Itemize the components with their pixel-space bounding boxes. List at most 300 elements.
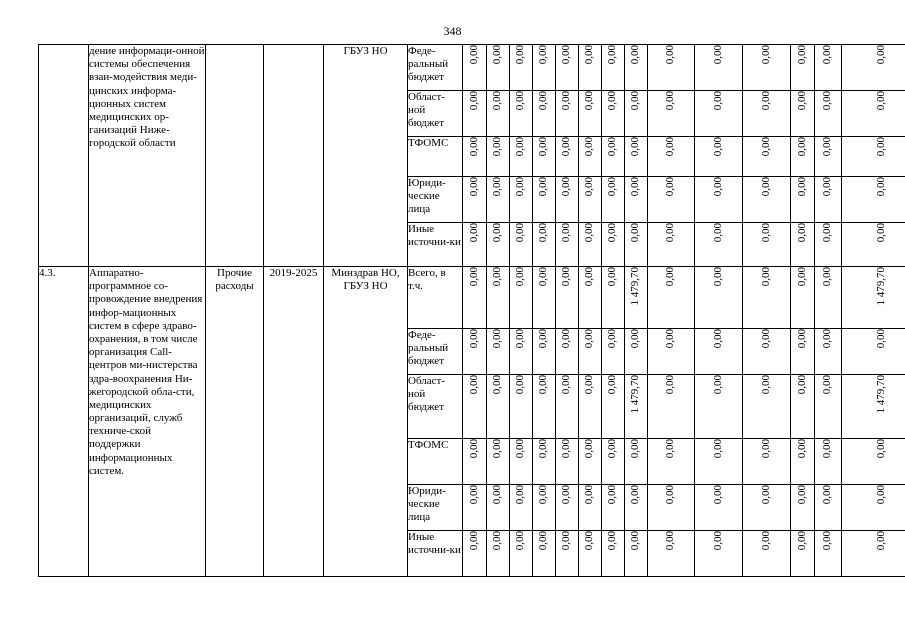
amount-cell — [648, 439, 695, 485]
amount-value: 0,00 — [795, 45, 808, 65]
amount-value: 0,00 — [514, 223, 527, 243]
amount-value: 0,00 — [874, 137, 887, 157]
amount-value: 0,00 — [537, 439, 550, 459]
amount-cell — [602, 137, 625, 177]
amount-cell — [791, 267, 815, 329]
amount-cell — [743, 137, 791, 177]
amount-value: 0,00 — [821, 91, 834, 111]
amount-value: 0,00 — [583, 91, 596, 111]
amount-cell — [791, 45, 815, 91]
amount-cell — [510, 223, 533, 267]
amount-value: 0,00 — [821, 177, 834, 197]
amount-cell — [648, 329, 695, 375]
amount-value: 0,00 — [795, 439, 808, 459]
amount-value: 0,00 — [759, 375, 772, 395]
amount-value: 0,00 — [606, 137, 619, 157]
amount-cell — [556, 223, 579, 267]
amount-value: 0,00 — [664, 439, 677, 459]
amount-cell — [579, 177, 602, 223]
amount-value: 0,00 — [467, 177, 480, 197]
amount-cell — [743, 223, 791, 267]
amount-cell — [695, 91, 743, 137]
amount-value: 0,00 — [874, 531, 887, 551]
amount-cell — [556, 485, 579, 531]
amount-cell — [842, 375, 905, 439]
amount-value: 0,00 — [759, 329, 772, 349]
amount-cell — [602, 375, 625, 439]
amount-value: 0,00 — [795, 223, 808, 243]
amount-value: 0,00 — [560, 375, 573, 395]
amount-cell — [533, 223, 556, 267]
amount-value: 0,00 — [795, 267, 808, 287]
amount-cell — [533, 439, 556, 485]
amount-cell — [487, 531, 510, 577]
amount-value: 0,00 — [583, 485, 596, 505]
amount-value: 0,00 — [491, 223, 504, 243]
amount-value: 0,00 — [537, 91, 550, 111]
amount-cell — [648, 267, 695, 329]
amount-value: 0,00 — [583, 375, 596, 395]
amount-value: 0,00 — [560, 177, 573, 197]
amount-value: 1 479,70 — [629, 267, 642, 306]
amount-cell — [510, 137, 533, 177]
funding-source: Феде-ральный бюджет — [408, 329, 463, 375]
amount-value: 0,00 — [491, 45, 504, 65]
amount-cell — [487, 177, 510, 223]
amount-value: 0,00 — [629, 439, 642, 459]
amount-value: 0,00 — [537, 137, 550, 157]
funding-source: Област-ной бюджет — [408, 91, 463, 137]
amount-value: 0,00 — [711, 329, 724, 349]
amount-cell — [791, 329, 815, 375]
funding-source: Област-ной бюджет — [408, 375, 463, 439]
amount-value: 0,00 — [514, 531, 527, 551]
amount-value: 0,00 — [467, 91, 480, 111]
amount-cell — [602, 45, 625, 91]
funding-source: Феде-ральный бюджет — [408, 45, 463, 91]
amount-cell — [743, 485, 791, 531]
period: 2019-2025 — [264, 267, 324, 577]
amount-cell — [487, 223, 510, 267]
amount-cell — [648, 45, 695, 91]
amount-cell — [791, 485, 815, 531]
amount-value: 1 479,70 — [874, 375, 887, 414]
amount-value: 0,00 — [664, 91, 677, 111]
amount-value: 0,00 — [606, 329, 619, 349]
amount-value: 0,00 — [560, 91, 573, 111]
amount-value: 0,00 — [874, 223, 887, 243]
amount-value: 0,00 — [606, 485, 619, 505]
amount-value: 0,00 — [795, 531, 808, 551]
amount-cell — [463, 485, 487, 531]
amount-cell — [556, 45, 579, 91]
amount-value: 0,00 — [467, 531, 480, 551]
amount-cell — [510, 439, 533, 485]
amount-cell — [815, 485, 842, 531]
amount-value: 0,00 — [491, 485, 504, 505]
amount-value: 0,00 — [606, 375, 619, 395]
amount-cell — [791, 91, 815, 137]
amount-cell — [533, 177, 556, 223]
amount-value: 0,00 — [629, 531, 642, 551]
amount-value: 0,00 — [874, 45, 887, 65]
amount-value: 0,00 — [664, 223, 677, 243]
amount-cell — [602, 223, 625, 267]
amount-cell — [625, 439, 648, 485]
amount-value: 0,00 — [537, 223, 550, 243]
amount-cell — [842, 531, 905, 577]
amount-value: 0,00 — [583, 329, 596, 349]
amount-cell — [579, 45, 602, 91]
amount-value: 0,00 — [583, 177, 596, 197]
amount-cell — [625, 91, 648, 137]
amount-value: 0,00 — [560, 137, 573, 157]
amount-cell — [463, 329, 487, 375]
amount-cell — [648, 485, 695, 531]
amount-value: 0,00 — [537, 375, 550, 395]
amount-cell — [487, 439, 510, 485]
amount-value: 0,00 — [795, 91, 808, 111]
amount-value: 0,00 — [711, 267, 724, 287]
amount-value: 0,00 — [514, 177, 527, 197]
amount-value: 0,00 — [711, 91, 724, 111]
funding-source: Иные источни-ки — [408, 531, 463, 577]
amount-value: 0,00 — [711, 439, 724, 459]
amount-cell — [842, 267, 905, 329]
amount-value: 0,00 — [821, 137, 834, 157]
amount-value: 0,00 — [821, 485, 834, 505]
amount-cell — [695, 531, 743, 577]
amount-value: 0,00 — [606, 91, 619, 111]
amount-value: 0,00 — [874, 91, 887, 111]
amount-value: 0,00 — [467, 137, 480, 157]
amount-cell — [556, 91, 579, 137]
amount-cell — [463, 439, 487, 485]
amount-value: 1 479,70 — [629, 375, 642, 414]
amount-cell — [842, 91, 905, 137]
amount-value: 0,00 — [821, 223, 834, 243]
amount-cell — [625, 223, 648, 267]
amount-cell — [533, 329, 556, 375]
amount-cell — [463, 267, 487, 329]
amount-value: 0,00 — [514, 45, 527, 65]
amount-value: 0,00 — [711, 137, 724, 157]
amount-cell — [510, 375, 533, 439]
funding-source: Иные источни-ки — [408, 223, 463, 267]
amount-cell — [463, 375, 487, 439]
amount-value: 0,00 — [821, 45, 834, 65]
amount-value: 0,00 — [467, 223, 480, 243]
amount-cell — [556, 531, 579, 577]
amount-value: 0,00 — [560, 45, 573, 65]
amount-cell — [815, 375, 842, 439]
amount-cell — [842, 329, 905, 375]
amount-cell — [791, 137, 815, 177]
amount-value: 0,00 — [795, 329, 808, 349]
amount-cell — [463, 531, 487, 577]
amount-cell — [579, 267, 602, 329]
amount-cell — [791, 223, 815, 267]
amount-value: 0,00 — [467, 45, 480, 65]
amount-value: 0,00 — [711, 177, 724, 197]
amount-cell — [695, 329, 743, 375]
amount-cell — [602, 267, 625, 329]
amount-value: 0,00 — [537, 267, 550, 287]
amount-cell — [487, 137, 510, 177]
cost-type — [206, 45, 264, 267]
amount-cell — [533, 91, 556, 137]
amount-value: 0,00 — [514, 91, 527, 111]
amount-cell — [648, 177, 695, 223]
amount-value: 0,00 — [583, 439, 596, 459]
amount-value: 0,00 — [583, 45, 596, 65]
amount-cell — [791, 177, 815, 223]
amount-value: 0,00 — [795, 485, 808, 505]
amount-value: 0,00 — [606, 177, 619, 197]
amount-cell — [695, 137, 743, 177]
amount-cell — [487, 91, 510, 137]
amount-value: 0,00 — [606, 531, 619, 551]
amount-value: 0,00 — [514, 267, 527, 287]
amount-value: 0,00 — [606, 439, 619, 459]
amount-value: 0,00 — [821, 375, 834, 395]
amount-cell — [625, 531, 648, 577]
amount-cell — [743, 329, 791, 375]
amount-value: 0,00 — [491, 91, 504, 111]
amount-value: 0,00 — [467, 439, 480, 459]
amount-value: 0,00 — [560, 223, 573, 243]
amount-cell — [625, 329, 648, 375]
amount-cell — [648, 223, 695, 267]
amount-value: 0,00 — [821, 329, 834, 349]
amount-cell — [791, 531, 815, 577]
item-name: Аппаратно-программное со-провождение внедрения инфор-мационных систем в сфере здраво-охранения, в том числе организация Call-центров ми-нистерства здра-воохранения Ни-жегородской обла-сти, медицинских организаций, служб техниче-ской поддержки информационных систем. — [89, 267, 206, 577]
amount-cell — [579, 137, 602, 177]
amount-value: 0,00 — [629, 329, 642, 349]
amount-cell — [602, 485, 625, 531]
amount-cell — [510, 45, 533, 91]
amount-value: 0,00 — [629, 223, 642, 243]
item-number — [39, 45, 89, 267]
amount-value: 0,00 — [514, 137, 527, 157]
amount-value: 0,00 — [537, 45, 550, 65]
amount-cell — [579, 375, 602, 439]
amount-value: 0,00 — [795, 375, 808, 395]
amount-cell — [695, 485, 743, 531]
amount-value: 0,00 — [664, 45, 677, 65]
amount-cell — [463, 91, 487, 137]
amount-cell — [625, 485, 648, 531]
amount-cell — [556, 329, 579, 375]
amount-cell — [487, 375, 510, 439]
amount-cell — [695, 177, 743, 223]
amount-value: 0,00 — [795, 137, 808, 157]
amount-value: 0,00 — [491, 439, 504, 459]
amount-cell — [510, 91, 533, 137]
amount-value: 0,00 — [795, 177, 808, 197]
amount-value: 0,00 — [759, 223, 772, 243]
amount-value: 0,00 — [467, 375, 480, 395]
amount-cell — [463, 137, 487, 177]
amount-value: 0,00 — [560, 267, 573, 287]
amount-value: 0,00 — [514, 439, 527, 459]
amount-value: 0,00 — [491, 329, 504, 349]
amount-value: 0,00 — [491, 375, 504, 395]
amount-value: 0,00 — [514, 485, 527, 505]
amount-cell — [815, 267, 842, 329]
amount-cell — [815, 439, 842, 485]
amount-cell — [743, 531, 791, 577]
amount-cell — [695, 45, 743, 91]
amount-value: 0,00 — [491, 267, 504, 287]
amount-cell — [556, 177, 579, 223]
amount-cell — [533, 267, 556, 329]
amount-cell — [695, 223, 743, 267]
amount-cell — [815, 531, 842, 577]
amount-cell — [556, 439, 579, 485]
funding-source: Всего, в т.ч. — [408, 267, 463, 329]
amount-value: 0,00 — [537, 485, 550, 505]
amount-cell — [791, 375, 815, 439]
period — [264, 45, 324, 267]
executor: Минздрав НО, ГБУЗ НО — [324, 267, 408, 577]
amount-cell — [695, 375, 743, 439]
amount-value: 0,00 — [629, 45, 642, 65]
amount-value: 0,00 — [664, 267, 677, 287]
executor: ГБУЗ НО — [324, 45, 408, 267]
amount-value: 0,00 — [759, 137, 772, 157]
amount-cell — [556, 267, 579, 329]
amount-cell — [743, 91, 791, 137]
amount-value: 0,00 — [467, 329, 480, 349]
amount-cell — [463, 177, 487, 223]
amount-cell — [556, 137, 579, 177]
amount-cell — [815, 223, 842, 267]
amount-cell — [579, 223, 602, 267]
amount-value: 0,00 — [606, 45, 619, 65]
amount-value: 0,00 — [664, 375, 677, 395]
amount-value: 0,00 — [821, 531, 834, 551]
amount-value: 0,00 — [711, 45, 724, 65]
amount-cell — [815, 45, 842, 91]
amount-value: 0,00 — [874, 177, 887, 197]
amount-value: 0,00 — [759, 439, 772, 459]
amount-value: 0,00 — [629, 485, 642, 505]
amount-value: 0,00 — [664, 329, 677, 349]
amount-cell — [579, 91, 602, 137]
amount-value: 0,00 — [711, 375, 724, 395]
funding-source: Юриди-ческие лица — [408, 485, 463, 531]
amount-cell — [579, 485, 602, 531]
amount-value: 0,00 — [629, 177, 642, 197]
amount-cell — [625, 177, 648, 223]
amount-cell — [842, 137, 905, 177]
page-number: 348 — [443, 24, 462, 38]
amount-cell — [743, 267, 791, 329]
amount-value: 0,00 — [583, 137, 596, 157]
amount-cell — [533, 485, 556, 531]
amount-value: 0,00 — [759, 45, 772, 65]
amount-value: 0,00 — [759, 91, 772, 111]
amount-value: 0,00 — [874, 485, 887, 505]
amount-cell — [815, 91, 842, 137]
amount-value: 0,00 — [664, 137, 677, 157]
amount-value: 0,00 — [759, 485, 772, 505]
amount-cell — [695, 267, 743, 329]
budget-table-body — [39, 45, 905, 577]
amount-cell — [648, 531, 695, 577]
amount-value: 0,00 — [821, 267, 834, 287]
amount-value: 1 479,70 — [874, 267, 887, 306]
amount-cell — [743, 177, 791, 223]
amount-value: 0,00 — [759, 177, 772, 197]
amount-value: 0,00 — [629, 137, 642, 157]
amount-cell — [743, 439, 791, 485]
amount-value: 0,00 — [606, 267, 619, 287]
amount-cell — [533, 375, 556, 439]
amount-value: 0,00 — [491, 531, 504, 551]
amount-value: 0,00 — [711, 223, 724, 243]
amount-value: 0,00 — [664, 531, 677, 551]
amount-value: 0,00 — [537, 177, 550, 197]
amount-cell — [487, 45, 510, 91]
amount-cell — [463, 45, 487, 91]
amount-cell — [815, 329, 842, 375]
amount-cell — [510, 177, 533, 223]
amount-value: 0,00 — [491, 137, 504, 157]
amount-cell — [487, 267, 510, 329]
amount-cell — [625, 137, 648, 177]
amount-cell — [842, 485, 905, 531]
amount-value: 0,00 — [560, 439, 573, 459]
amount-cell — [579, 439, 602, 485]
table-row — [39, 267, 905, 329]
amount-cell — [602, 439, 625, 485]
amount-cell — [510, 267, 533, 329]
amount-cell — [842, 223, 905, 267]
amount-value: 0,00 — [537, 329, 550, 349]
table-row — [39, 45, 905, 91]
item-name: дение информаци-онной системы обеспечения взаи-модействия меди-цинских информа-ционных систем медицинских ор-ганизаций Ниже-городской области — [89, 45, 206, 267]
amount-value: 0,00 — [537, 531, 550, 551]
amount-cell — [533, 137, 556, 177]
amount-value: 0,00 — [467, 267, 480, 287]
amount-value: 0,00 — [874, 329, 887, 349]
amount-value: 0,00 — [467, 485, 480, 505]
amount-cell — [602, 177, 625, 223]
amount-cell — [510, 531, 533, 577]
amount-cell — [602, 531, 625, 577]
amount-value: 0,00 — [560, 485, 573, 505]
amount-value: 0,00 — [560, 329, 573, 349]
amount-value: 0,00 — [606, 223, 619, 243]
amount-value: 0,00 — [514, 375, 527, 395]
amount-value: 0,00 — [583, 531, 596, 551]
amount-cell — [463, 223, 487, 267]
amount-value: 0,00 — [759, 531, 772, 551]
amount-cell — [510, 485, 533, 531]
amount-cell — [842, 439, 905, 485]
amount-cell — [602, 329, 625, 375]
amount-cell — [648, 137, 695, 177]
funding-source: Юриди-ческие лица — [408, 177, 463, 223]
amount-cell — [579, 531, 602, 577]
amount-cell — [625, 45, 648, 91]
amount-value: 0,00 — [583, 223, 596, 243]
amount-cell — [648, 91, 695, 137]
amount-value: 0,00 — [821, 439, 834, 459]
amount-value: 0,00 — [491, 177, 504, 197]
